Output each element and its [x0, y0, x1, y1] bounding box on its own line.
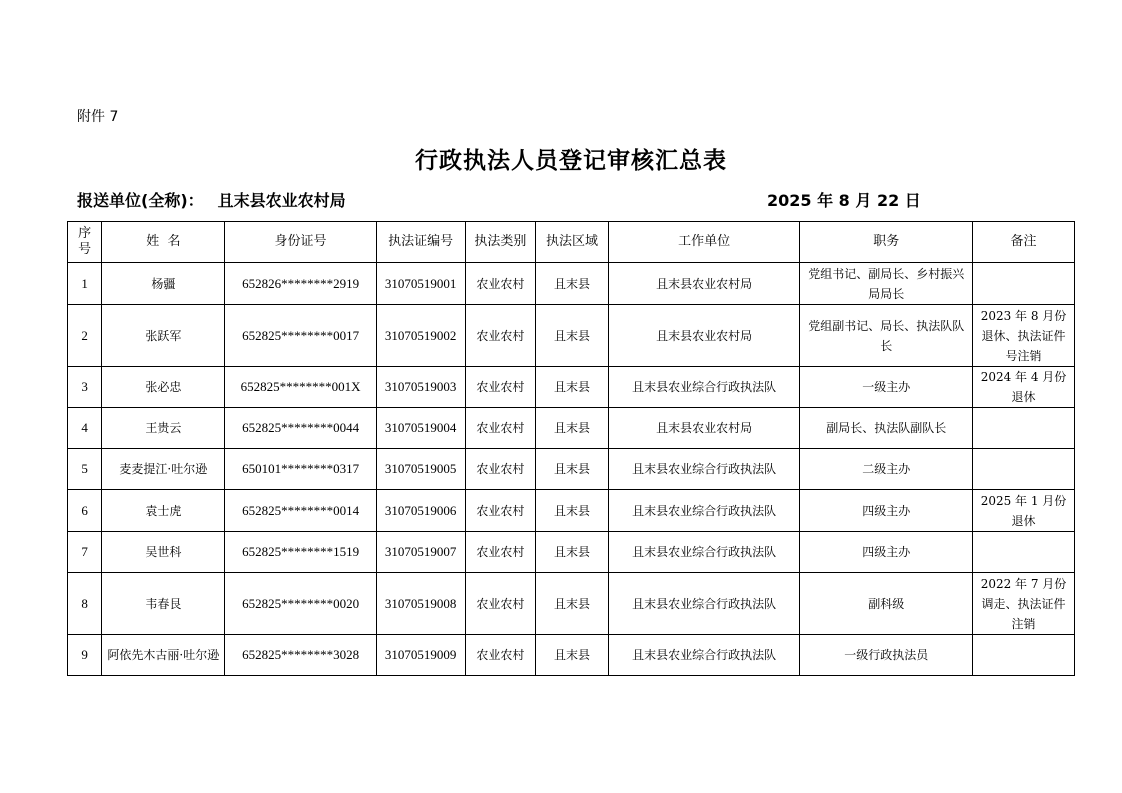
row-cert-number: 31070519005 [376, 449, 465, 490]
row-unit: 且末县农业综合行政执法队 [608, 573, 800, 635]
row-area: 且末县 [536, 573, 609, 635]
row-note [973, 635, 1075, 676]
row-id-number: 650101********0317 [225, 449, 376, 490]
row-unit: 且末县农业综合行政执法队 [608, 532, 800, 573]
row-note [973, 532, 1075, 573]
row-no: 5 [68, 449, 102, 490]
row-area: 且末县 [536, 367, 609, 408]
row-cert-number: 31070519006 [376, 490, 465, 532]
row-note [973, 408, 1075, 449]
row-name: 阿依先木古丽·吐尔逊 [102, 635, 225, 676]
row-position: 党组副书记、局长、执法队队长 [800, 305, 973, 367]
row-note: 2024 年 4 月份退休 [973, 367, 1075, 408]
reporting-unit-label: 报送单位(全称)： [77, 191, 204, 210]
column-header-area: 执法区域 [536, 222, 609, 263]
row-position: 四级主办 [800, 490, 973, 532]
row-id-number: 652825********0017 [225, 305, 376, 367]
row-note: 2022 年 7 月份调走、执法证件注销 [973, 573, 1075, 635]
row-category: 农业农村 [465, 408, 536, 449]
row-position: 一级行政执法员 [800, 635, 973, 676]
row-note [973, 263, 1075, 305]
column-header-no: 序号 [68, 222, 102, 263]
column-header-note: 备注 [973, 222, 1075, 263]
column-header-position: 职务 [800, 222, 973, 263]
row-unit: 且末县农业农村局 [608, 408, 800, 449]
row-category: 农业农村 [465, 305, 536, 367]
row-area: 且末县 [536, 635, 609, 676]
row-id-number: 652825********0014 [225, 490, 376, 532]
row-position: 副局长、执法队副队长 [800, 408, 973, 449]
column-header-name: 姓 名 [102, 222, 225, 263]
row-unit: 且末县农业综合行政执法队 [608, 635, 800, 676]
table-row [68, 490, 1075, 532]
row-name: 吴世科 [102, 532, 225, 573]
row-category: 农业农村 [465, 449, 536, 490]
row-category: 农业农村 [465, 263, 536, 305]
table-row [68, 635, 1075, 676]
row-id-number: 652825********0044 [225, 408, 376, 449]
row-cert-number: 31070519004 [376, 408, 465, 449]
table-row [68, 367, 1075, 408]
row-id-number: 652825********3028 [225, 635, 376, 676]
row-position: 一级主办 [800, 367, 973, 408]
row-area: 且末县 [536, 305, 609, 367]
row-area: 且末县 [536, 263, 609, 305]
row-name: 张跃军 [102, 305, 225, 367]
column-header-cert: 执法证编号 [376, 222, 465, 263]
row-unit: 且末县农业综合行政执法队 [608, 490, 800, 532]
row-category: 农业农村 [465, 532, 536, 573]
report-date: 2025 年 8 月 22 日 [767, 191, 921, 210]
reporting-unit [77, 188, 346, 211]
table-row [68, 305, 1075, 367]
row-note [973, 449, 1075, 490]
table-row [68, 532, 1075, 573]
row-no: 3 [68, 367, 102, 408]
row-position: 党组书记、副局长、乡村振兴局局长 [800, 263, 973, 305]
row-no: 2 [68, 305, 102, 367]
column-header-category: 执法类别 [465, 222, 536, 263]
row-cert-number: 31070519003 [376, 367, 465, 408]
row-category: 农业农村 [465, 573, 536, 635]
row-no: 7 [68, 532, 102, 573]
row-note: 2025 年 1 月份退休 [973, 490, 1075, 532]
summary-table [67, 221, 1075, 676]
row-area: 且末县 [536, 532, 609, 573]
row-name: 王贵云 [102, 408, 225, 449]
row-unit: 且末县农业综合行政执法队 [608, 367, 800, 408]
row-name: 韦春艮 [102, 573, 225, 635]
column-header-unit: 工作单位 [608, 222, 800, 263]
row-id-number: 652825********0020 [225, 573, 376, 635]
row-position: 二级主办 [800, 449, 973, 490]
row-cert-number: 31070519009 [376, 635, 465, 676]
row-position: 副科级 [800, 573, 973, 635]
page-title: 行政执法人员登记审核汇总表 [415, 148, 727, 174]
row-area: 且末县 [536, 449, 609, 490]
row-area: 且末县 [536, 408, 609, 449]
row-area: 且末县 [536, 490, 609, 532]
reporting-unit-value: 且末县农业农村局 [217, 191, 346, 210]
row-note: 2023 年 8 月份退休、执法证件号注销 [973, 305, 1075, 367]
row-cert-number: 31070519002 [376, 305, 465, 367]
row-no: 9 [68, 635, 102, 676]
row-name: 张必忠 [102, 367, 225, 408]
row-category: 农业农村 [465, 635, 536, 676]
row-no: 1 [68, 263, 102, 305]
row-unit: 且末县农业农村局 [608, 305, 800, 367]
row-category: 农业农村 [465, 490, 536, 532]
table-row [68, 263, 1075, 305]
row-position: 四级主办 [800, 532, 973, 573]
row-name: 麦麦提江·吐尔逊 [102, 449, 225, 490]
row-category: 农业农村 [465, 367, 536, 408]
table-row [68, 449, 1075, 490]
row-cert-number: 31070519007 [376, 532, 465, 573]
column-header-id: 身份证号 [225, 222, 376, 263]
row-no: 8 [68, 573, 102, 635]
row-name: 袁士虎 [102, 490, 225, 532]
row-id-number: 652825********1519 [225, 532, 376, 573]
row-id-number: 652825********001X [225, 367, 376, 408]
row-no: 6 [68, 490, 102, 532]
row-no: 4 [68, 408, 102, 449]
table-row [68, 573, 1075, 635]
row-cert-number: 31070519001 [376, 263, 465, 305]
row-unit: 且末县农业综合行政执法队 [608, 449, 800, 490]
table-header-row [68, 222, 1075, 263]
row-id-number: 652826********2919 [225, 263, 376, 305]
table-body [68, 263, 1075, 676]
table-row [68, 408, 1075, 449]
attachment-label: 附件 7 [77, 109, 119, 125]
row-name: 杨疆 [102, 263, 225, 305]
row-cert-number: 31070519008 [376, 573, 465, 635]
row-unit: 且末县农业农村局 [608, 263, 800, 305]
